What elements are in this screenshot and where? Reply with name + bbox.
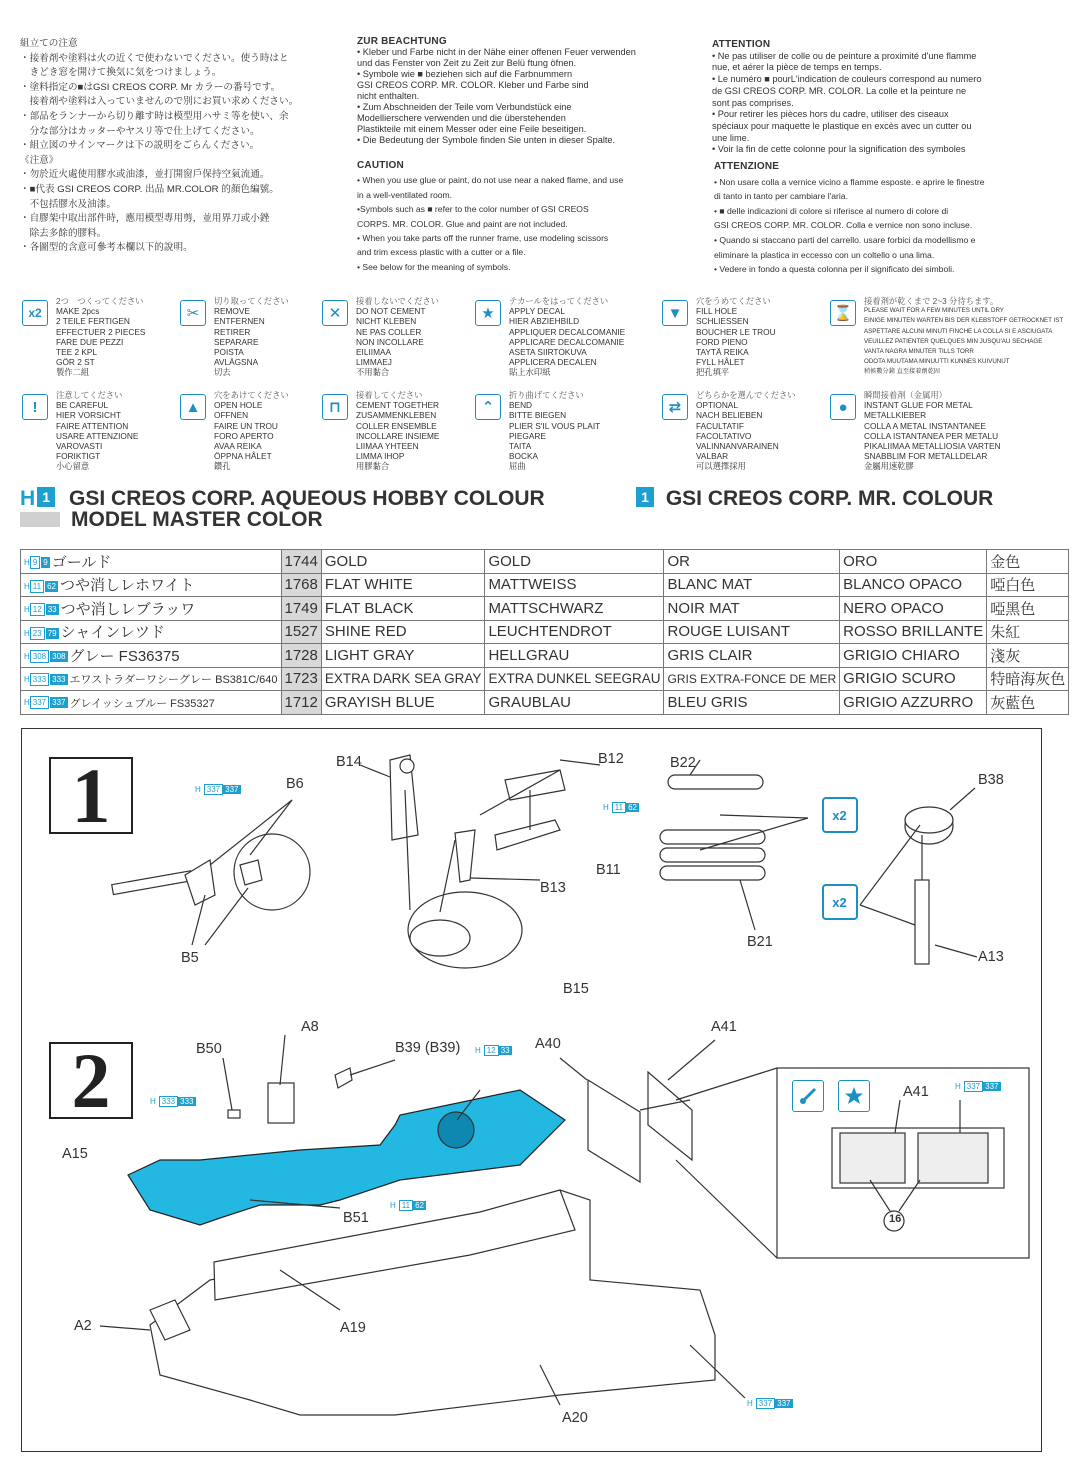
symbol-label: BOUCHER LE TROU: [696, 326, 776, 337]
notes-fr-line: de GSI CREOS CORP. MR. COLOR. La colle et la peinture ne: [712, 85, 967, 96]
symbol-label: FACOLTATIVO: [696, 430, 752, 441]
color-name-it: ROSSO BRILLANTE: [840, 620, 987, 644]
symbol-label: INCOLLARE INSIEME: [356, 430, 440, 441]
label-b13: B13: [540, 880, 566, 896]
symbol-label: FYLL HÅLET: [696, 357, 745, 368]
part-b13: [455, 830, 475, 882]
symbol-label: FACULTATIF: [696, 420, 744, 431]
symbol-label: INSTANT GLUE FOR METAL: [864, 400, 973, 411]
notes-fr-line: • Le numéro ■ pourL'indication de couleurs correspond au numero: [712, 74, 982, 85]
symbol-label: FARE DUE PEZZI: [56, 336, 124, 347]
symbol-label: NACH BELIEBEN: [696, 410, 763, 421]
symbol-jp-label: 注意してください: [56, 390, 123, 400]
notes-jp-line: 分な部分はカッターやヤスリ等で仕上げてください。: [20, 125, 260, 137]
symbol-label: HIER ABZIEHBILD: [509, 316, 580, 327]
notes-fr-line: une lime.: [712, 132, 750, 143]
color-name-zh: 啞黑色: [987, 597, 1069, 621]
careful-icon: !: [22, 394, 48, 420]
notes-zh-line: ・自膠架中取出部件時，應用模型專用剪，並用界刀或小銼: [20, 213, 270, 225]
notes-it-line: di tanto in tanto per cambiare l'aria.: [714, 191, 848, 202]
symbol-label: 切去: [214, 367, 231, 378]
color-code-tag: H 9 9: [24, 558, 48, 568]
symbol-label: 不用黏合: [356, 367, 390, 378]
symbol-label: ODOTA MUUTAMA MINUUTTI KUNNES KUIVUNUT: [864, 358, 1010, 366]
color-number: 1723: [281, 667, 321, 691]
symbol-label: REMOVE: [214, 306, 250, 317]
symbol-label: OPEN HOLE: [214, 400, 263, 411]
symbol-label: EFFECTUER 2 PIECES: [56, 326, 146, 337]
color-name-it: GRIGIO AZZURRO: [840, 691, 987, 715]
color-name-de: EXTRA DUNKEL SEEGRAU: [485, 667, 664, 691]
label-b51: B51: [343, 1210, 369, 1226]
symbol-label: AVLÄGSNA: [214, 357, 259, 368]
notes-jp-line: きどき窓を開けて換気に気をつけましょう。: [20, 67, 222, 79]
color-name-en: FLAT WHITE: [321, 573, 485, 597]
notes-it-line: • Quando si staccano parti del carrello. usare forbici da modellismo e: [714, 234, 976, 245]
notes-jp-line: 接着剤や塗料は入っていませんので別にお買い求めください。: [20, 96, 299, 108]
decal-icon: ★: [475, 300, 501, 326]
notes-jp-line: ・部品をランナーから切り離す時は模型用ハサミ等を使い、余: [20, 110, 289, 122]
symbol-label: LIMMAEJ: [356, 357, 392, 368]
color-name-zh: 灰藍色: [987, 691, 1069, 715]
symbol-label: 可以選擇採用: [696, 461, 746, 472]
symbol-label: USARE ATTENZIONE: [56, 430, 139, 441]
symbol-label: APPLICARE DECALCOMANIE: [509, 336, 625, 347]
part-b50: [228, 1110, 240, 1118]
symbol-label: NICHT KLEBEN: [356, 316, 417, 327]
symbol-label: BE CAREFUL: [56, 400, 109, 411]
notes-it-line: • ■ delle indicazioni di colore si riferisce al numero di colore di: [714, 205, 949, 216]
symbol-label: BITTE BIEGEN: [509, 410, 567, 421]
color-tag-h337: H 337 337: [747, 1399, 791, 1408]
notes-jp-line: ・接着剤や塗料は火の近くで使わないでください。使う時はと: [20, 52, 289, 64]
symbol-label: FORD PIENO: [696, 336, 748, 347]
color-name-it: GRIGIO CHIARO: [840, 644, 987, 668]
color-number: 1712: [281, 691, 321, 715]
symbol-jp-label: 2つ つくってください: [56, 296, 144, 306]
label-a2: A2: [74, 1318, 92, 1334]
color-name-zh: 朱紅: [987, 620, 1069, 644]
label-a40: A40: [535, 1036, 561, 1052]
color-jp-label: グレイッシュブルー FS35327: [69, 697, 215, 710]
symbol-label: FILL HOLE: [696, 306, 738, 317]
symbol-jp-label: 接着剤が乾くまで 2~3 分待ちます。: [864, 296, 999, 306]
notes-fr-line: • Ne pas utiliser de colle ou de peinture a proximité d'une flamme: [712, 50, 977, 61]
color-name-de: HELLGRAU: [485, 644, 664, 668]
label-a8: A8: [301, 1019, 319, 1035]
color-name-en: GRAYISH BLUE: [321, 691, 485, 715]
part-b39: [335, 1068, 352, 1088]
brand-aqueous-title: GSI CREOS CORP. AQUEOUS HOBBY COLOUR: [69, 487, 545, 510]
part-a15: [128, 1090, 565, 1225]
label-b21: B21: [747, 934, 773, 950]
notes-en-line: • When you take parts off the runner frame, use modeling scissors: [357, 233, 609, 244]
symbol-label: PIEGARE: [509, 430, 546, 441]
symbol-label: FORO APERTO: [214, 430, 274, 441]
color-name-de: LEUCHTENDROT: [485, 620, 664, 644]
notes-de-line: und das Fenster von Zeit zu Zeit zur Belü ftung öfnen.: [357, 58, 577, 68]
notes-de-line: • Symbole wie ■ beziehen sich auf die Farbnummern: [357, 69, 573, 79]
notes-fr-line: nue, et aérer la pièce de temps en temps.: [712, 62, 882, 73]
cut-icon: ✂: [180, 300, 206, 326]
symbol-jp-label: 穴をあけてください: [214, 390, 289, 400]
color-name-en: EXTRA DARK SEA GRAY: [321, 667, 485, 691]
symbol-label: 製作二組: [56, 367, 90, 378]
color-number: 1527: [281, 620, 321, 644]
symbol-label: 屈曲: [509, 461, 526, 472]
color-name-fr: BLANC MAT: [664, 573, 840, 597]
symbol-label: APPLIQUER DECALCOMANIE: [509, 326, 626, 337]
color-name-de: GRAUBLAU: [485, 691, 664, 715]
symbol-jp-label: テカールをはってください: [509, 296, 609, 306]
symbol-jp-label: 切り取ってください: [214, 296, 289, 306]
part-b5: [112, 860, 215, 905]
notes-french-header: ATTENTION: [712, 39, 771, 50]
symbol-label: METALLKIEBER: [864, 410, 927, 421]
step-2-number: 2: [49, 1042, 133, 1119]
color-number: 1768: [281, 573, 321, 597]
symbol-label: HIER VORSICHT: [56, 410, 121, 421]
color-name-it: NERO OPACO: [840, 597, 987, 621]
notes-it-line: eliminare la plastica in eccesso con un coltello o una lima.: [714, 249, 935, 260]
notes-de-line: GSI CREOS CORP. MR. COLOR. Kleber und Farbe sind: [357, 80, 589, 90]
symbol-label: PLIER S'IL VOUS PLAIT: [509, 420, 601, 431]
symbol-jp-label: 穴をうめてください: [696, 296, 771, 306]
color-tag-h333: H 333 333: [150, 1097, 194, 1106]
symbol-label: COLLA ISTANTANEA PER METALU: [864, 430, 999, 441]
color-number: 1749: [281, 597, 321, 621]
notes-de-line: • Zum Abschneiden der Teile vom Verbundstück eine: [357, 102, 572, 112]
color-name-fr: GRIS EXTRA-FONCE DE MER: [664, 667, 840, 691]
symbol-label: 稍候數分鐘 直至接着劑乾固: [864, 368, 940, 376]
color-tag-h11: H 11 62: [390, 1201, 424, 1210]
symbol-label: FORIKTIGT: [56, 451, 101, 462]
notes-zh-line: ・■代表 GSI CREOS CORP. 出品 MR.COLOR 的顏色編號。: [20, 183, 279, 195]
color-name-it: BLANCO OPACO: [840, 573, 987, 597]
symbol-label: PIKALIIMAA METALLIOSIA VARTEN: [864, 441, 1001, 452]
symbol-label: LIMMA IHOP: [356, 451, 405, 462]
notes-en-line: and trim excess plastic with a cutter or a file.: [357, 247, 526, 258]
color-name-en: FLAT BLACK: [321, 597, 485, 621]
symbol-label: 2 TEILE FERTIGEN: [56, 316, 130, 327]
notes-fr-line: • Voir la fin de cette colonne pour la signification des symboles: [712, 144, 966, 155]
brand-mr-badge: 1: [636, 487, 654, 507]
color-name-de: MATTSCHWARZ: [485, 597, 664, 621]
symbol-label: FAIRE ATTENTION: [56, 420, 129, 431]
symbol-label: 小心留意: [56, 461, 90, 472]
symbol-label: VALBAR: [696, 451, 729, 462]
symbol-label: ZUSAMMENKLEBEN: [356, 410, 437, 421]
symbol-label: TEE 2 KPL: [56, 347, 98, 358]
part-a41: [648, 1072, 692, 1160]
notes-chinese-header: 《注意》: [20, 154, 59, 166]
symbol-label: NE PAS COLLER: [356, 326, 422, 337]
notes-japanese-header: 組立ての注意: [20, 38, 78, 49]
color-tag-h337: H 337 337: [955, 1082, 999, 1091]
symbol-label: FAIRE UN TROU: [214, 420, 278, 431]
label-b12: B12: [598, 751, 624, 767]
make-two-icon: x2: [822, 797, 858, 833]
color-name-fr: BLEU GRIS: [664, 691, 840, 715]
instant-glue-icon: ●: [830, 394, 856, 420]
color-name-zh: 淺灰: [987, 644, 1069, 668]
notes-de-line: Modellierschere verwenden und die überstehenden: [357, 113, 566, 123]
color-tag-h337: H 337 337: [195, 785, 239, 794]
notes-zh-line: ・各圖型的含意可參考本欄以下的說明。: [20, 242, 193, 254]
color-jp-label: グレー FS36375: [69, 647, 180, 665]
symbol-jp-label: 折り曲げてください: [509, 390, 584, 400]
decal-icon: [838, 1080, 870, 1112]
color-code-tag: H 12 33: [24, 605, 57, 615]
notes-de-line: • Die Bedeutung der Symbole finden Sie unten in dieser Spalte.: [357, 135, 616, 145]
symbol-label: VANTA NAGRA MINUTER TILLS TORR: [864, 348, 974, 356]
color-name-zh: 啞白色: [987, 573, 1069, 597]
color-jp-label: つや消しレブラッワ: [60, 600, 196, 618]
fill-hole-icon: ▼: [662, 300, 688, 326]
color-name-fr: NOIR MAT: [664, 597, 840, 621]
symbol-label: ASETA SIIRTOKUVA: [509, 347, 587, 358]
notes-it-line: GSI CREOS CORP. MR. COLOR. Colla e vernice non sono incluse.: [714, 220, 973, 231]
symbol-label: 金屬用速乾膠: [864, 461, 914, 472]
color-jp-label: ゴールド: [51, 553, 112, 571]
symbol-label: COLLER ENSEMBLE: [356, 420, 437, 431]
color-name-en: LIGHT GRAY: [321, 644, 485, 668]
part-a8: [268, 1083, 294, 1123]
symbol-label: NON INCOLLARE: [356, 336, 424, 347]
open-hole-icon: ▲: [180, 394, 206, 420]
callout-number: 16: [889, 1213, 902, 1225]
label-b6: B6: [286, 776, 304, 792]
notes-en-line: in a well-ventilated room.: [357, 189, 453, 200]
color-code-tag: H 23 79: [24, 628, 57, 638]
part-turret-ring: [438, 1112, 474, 1148]
label-a41: A41: [711, 1019, 737, 1035]
color-jp-label: シャインレツド: [60, 624, 165, 642]
notes-en-line: • When you use glue or paint, do not use near a naked flame, and use: [357, 175, 624, 186]
cement-icon: ⊓: [322, 394, 348, 420]
notes-it-line: • Vedere in fondo a questa colonna per il significato dei simboli.: [714, 264, 955, 275]
label-a20: A20: [562, 1410, 588, 1426]
label-b50: B50: [196, 1041, 222, 1057]
symbol-jp-label: どちらかを選んでください: [696, 390, 796, 400]
part-a13: [915, 880, 929, 964]
color-name-zh: 特暗海灰色: [987, 667, 1069, 691]
notes-german-header: ZUR BEACHTUNG: [357, 36, 447, 47]
notes-italian-header: ATTENZIONE: [714, 161, 780, 172]
notes-jp-line: ・組立図のサインマークは下の説明をごらんください。: [20, 140, 260, 152]
notes-it-line: • Non usare colla a vernice vicino a flamme esposte. e aprire le finestre: [714, 176, 985, 187]
brand-model-master: MODEL MASTER COLOR: [71, 508, 323, 531]
color-jp-label: つや消しレホワイト: [60, 577, 195, 595]
symbol-label: TAITA: [509, 441, 532, 452]
notes-fr-line: sont pas comprises.: [712, 97, 794, 108]
color-tag-h11: H 11 62: [603, 803, 637, 812]
symbol-label: ASPETTARE ALCUNI MINUTI FINCHE LA COLLA SI E ASCIUGATA: [864, 327, 1053, 335]
bend-icon: ⌃: [475, 394, 501, 420]
make-two-icon: x2: [822, 884, 858, 920]
no-cement-icon: ✕: [322, 300, 348, 326]
symbol-label: CEMENT TOGETHER: [356, 400, 439, 411]
symbol-label: AVAA REIKA: [214, 441, 262, 452]
symbol-jp-label: 接着しないでください: [356, 296, 439, 306]
color-name-fr: OR: [664, 550, 840, 574]
symbol-label: 貼上水印紙: [509, 367, 551, 378]
symbol-label: SEPARARE: [214, 336, 259, 347]
notes-en-line: •Symbols such as ■ refer to the color number of GSI CREOS: [357, 204, 589, 215]
color-name-fr: GRIS CLAIR: [664, 644, 840, 668]
label-a15: A15: [62, 1146, 88, 1162]
symbol-label: POISTA: [214, 347, 244, 358]
label-a19: A19: [340, 1320, 366, 1336]
symbol-label: EILIIMAA: [356, 347, 392, 358]
careful-icon: [792, 1080, 824, 1112]
notes-de-line: Plastikteile mit einem Messer oder eine Feile beseitigen.: [357, 124, 587, 134]
symbol-label: OPTIONAL: [696, 400, 738, 411]
notes-fr-line: • Pour retirer les pièces hors du cadre, utiliser des ciseaux: [712, 109, 949, 120]
x2-icon: x2: [22, 300, 48, 326]
notes-de-line: • Kleber und Farbe nicht in der Nähe einer offenen Feuer verwenden: [357, 47, 636, 57]
symbol-label: BOCKA: [509, 451, 539, 462]
notes-caution-header: CAUTION: [357, 160, 404, 171]
brand-h-prefix: H: [20, 487, 36, 510]
color-name-zh: 金色: [987, 550, 1069, 574]
color-name-en: SHINE RED: [321, 620, 485, 644]
symbol-label: MAKE 2pcs: [56, 306, 100, 317]
notes-fr-line: spéciaux pour maquette le plastique en excès avec un cutter ou: [712, 120, 972, 131]
color-name-de: MATTWEISS: [485, 573, 664, 597]
symbol-label: RETIRER: [214, 326, 251, 337]
notes-zh-line: ・勿於近火處使用膠水或油漆，並打開窗戶保持空氣流通。: [20, 169, 270, 181]
symbol-label: 用膠黏合: [356, 461, 390, 472]
notes-zh-line: 不包括膠水及油漆。: [20, 198, 116, 210]
symbol-jp-label: 瞬間接着剤（金属用）: [864, 390, 947, 400]
color-code-tag: H 333 333: [24, 674, 66, 684]
brand-mr-title: GSI CREOS CORP. MR. COLOUR: [665, 487, 994, 510]
label-b39: B39 (B39): [395, 1040, 461, 1056]
notes-de-line: nicht enthalten.: [357, 91, 420, 101]
symbol-label: GÖR 2 ST: [56, 357, 95, 368]
label-b15: B15: [563, 981, 589, 997]
symbol-label: 把孔填平: [696, 367, 730, 378]
symbol-label: VAROVASTI: [56, 441, 103, 452]
part-b21: [660, 775, 765, 880]
symbol-label: BEND: [509, 400, 533, 411]
color-code-tag: H 337 337: [24, 698, 66, 708]
color-number: 1744: [281, 550, 321, 574]
part-a40: [588, 1080, 640, 1182]
symbol-label: ENTFERNEN: [214, 316, 265, 327]
color-tag-h12: H 12 33: [475, 1046, 510, 1055]
notes-zh-line: 除去多餘的膠料。: [20, 227, 107, 239]
symbol-label: ÖPPNA HÅLET: [214, 451, 272, 462]
color-jp-label: エワストラダーワシーグレー BS381C/640: [69, 674, 278, 687]
brand-h-badge: 1: [37, 487, 55, 507]
color-name-it: ORO: [840, 550, 987, 574]
label-b11: B11: [596, 862, 621, 878]
color-number: 1728: [281, 644, 321, 668]
color-name-fr: ROUGE LUISANT: [664, 620, 840, 644]
symbol-label: EINIGE MINUTEN WARTEN BIS DER KLEBSTOFF GETROCKNET IST: [864, 317, 1064, 325]
color-code-tag: H 11 62: [24, 581, 56, 591]
notes-en-line: CORPS. MR. COLOR. Glue and paint are not included.: [357, 218, 568, 229]
notes-jp-line: ・塗料指定の■はGSI CREOS CORP. Mr カラーの番号です。: [20, 81, 281, 93]
symbol-jp-label: 接着してください: [356, 390, 423, 400]
step-1-number: 1: [49, 757, 133, 834]
symbol-label: VALINNANVARAINEN: [696, 441, 779, 452]
color-name-it: GRIGIO SCURO: [840, 667, 987, 691]
symbol-label: PLEASE WAIT FOR A FEW MINUTES UNTIL DRY: [864, 307, 1004, 315]
color-name-de: GOLD: [485, 550, 664, 574]
symbol-label: LIIMAA YHTEEN: [356, 441, 419, 452]
symbol-label: APPLY DECAL: [509, 306, 565, 317]
label-b38: B38: [978, 772, 1004, 788]
wait-icon: ⌛: [830, 300, 856, 326]
color-name-en: GOLD: [321, 550, 485, 574]
label-b22: B22: [670, 755, 696, 771]
optional-icon: ⇄: [662, 394, 688, 420]
symbol-label: 鑽孔: [214, 461, 231, 472]
symbol-label: SCHLIESSEN: [696, 316, 749, 327]
color-code-tag: H 308 308: [24, 652, 66, 662]
label-b5: B5: [181, 950, 199, 966]
symbol-label: DO NOT CEMENT: [356, 306, 426, 317]
label-a41-detail: A41: [903, 1084, 929, 1100]
label-b14: B14: [336, 754, 362, 770]
symbol-label: COLLA A METAL INSTANTANEE: [864, 420, 986, 431]
symbol-label: OFFNEN: [214, 410, 249, 421]
symbol-label: VEUILLEZ PATIENTER QUELQUES MIN JUSQU'AU SECHAGE: [864, 337, 1043, 345]
notes-en-line: • See below for the meaning of symbols.: [357, 261, 511, 272]
label-a13: A13: [978, 949, 1004, 965]
symbol-label: APPLICERA DECALEN: [509, 357, 597, 368]
symbol-label: TAYTÄ REIKA: [696, 347, 749, 358]
symbol-label: SNABBLIM FOR METALLDELAR: [864, 451, 988, 462]
